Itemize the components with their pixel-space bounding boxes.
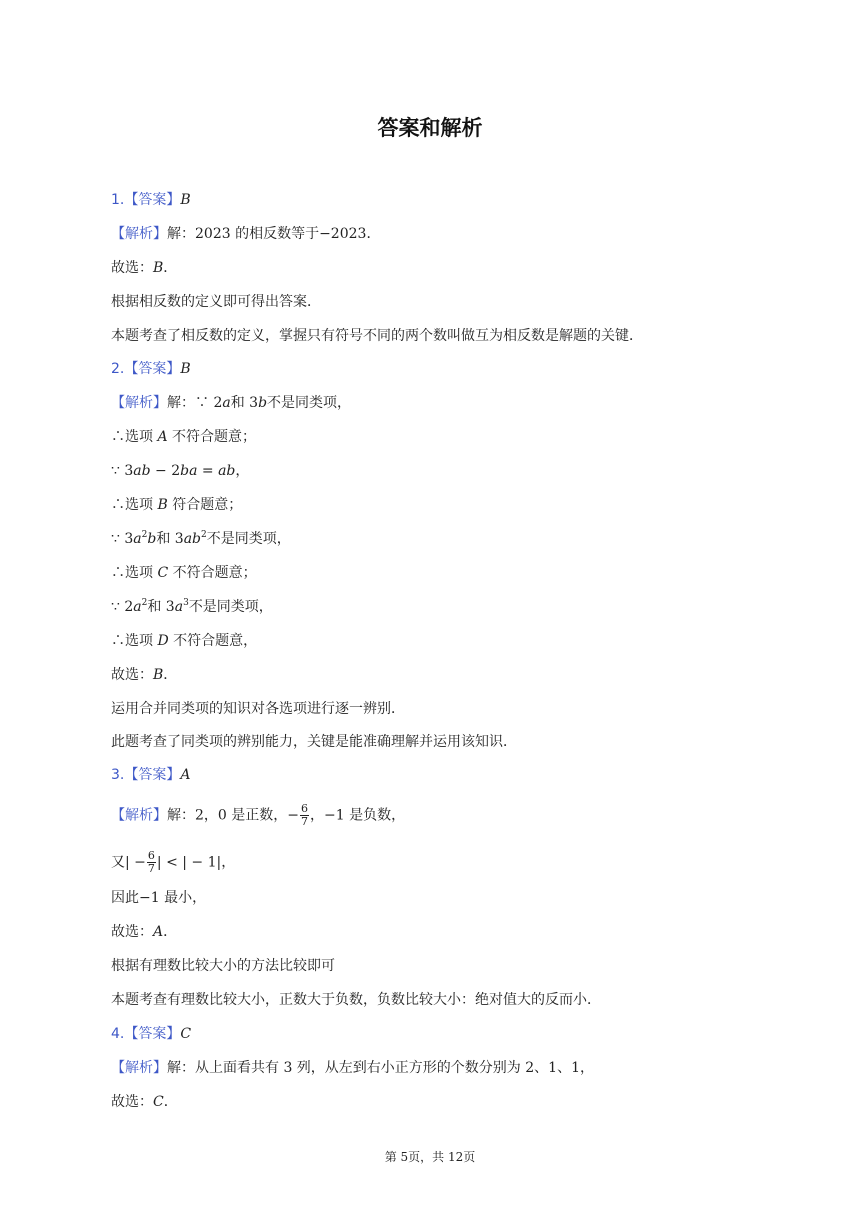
q2-line-5: [111, 529, 291, 549]
text: ∵ 3: [111, 531, 134, 547]
q3-line-2: [111, 850, 235, 875]
text: | < | − 1|，: [156, 854, 236, 871]
q4-answer: C: [180, 1026, 192, 1042]
text: =: [197, 463, 219, 479]
q1-choice-label: 故选：: [111, 260, 153, 276]
text: ∴选项: [111, 565, 158, 581]
q2-analysis-tag: 【解析】: [111, 395, 167, 411]
q2-line-2: [111, 427, 256, 447]
q1-answer: B: [180, 192, 191, 208]
q1-answer-tag: 【答案】: [124, 192, 181, 208]
exponent: 2: [201, 530, 207, 540]
exponent: 3: [183, 598, 189, 608]
var: A: [153, 924, 164, 940]
q2-line-7: [111, 597, 273, 617]
text: 解：∵ 2: [167, 395, 223, 411]
text: 解：从上面看共有 3 列，从左到右小正方形的个数分别为 2、1、1，: [167, 1060, 594, 1076]
q1-answer-line: [111, 190, 191, 210]
var: a: [133, 599, 142, 615]
q2-answer-tag: 【答案】: [124, 361, 181, 377]
q2-line-8: [111, 631, 257, 651]
text: ，: [235, 463, 250, 479]
text: 符合题意；: [167, 497, 243, 513]
q3-number: 3.: [111, 767, 125, 783]
var: b: [258, 395, 268, 411]
text: 不符合题意；: [167, 429, 257, 445]
text: ∴选项: [111, 497, 158, 513]
text: ∵ 2: [111, 599, 134, 615]
q4-line-1: [111, 1058, 594, 1078]
q4-line-2: [111, 1092, 178, 1112]
q2-answer-line: [111, 359, 191, 379]
q3-line-4: [111, 922, 177, 942]
var: C: [157, 565, 169, 581]
text: ．: [163, 1094, 178, 1110]
q3-line-1: [111, 803, 405, 828]
var: ab: [183, 531, 201, 547]
q1-line-3: 根据相反数的定义即可得出答案．: [111, 294, 321, 310]
denominator: 7: [147, 862, 155, 875]
text: ．: [163, 924, 178, 940]
text: 故选：: [111, 667, 153, 683]
q3-analysis-tag: 【解析】: [111, 807, 167, 824]
text: 故选：: [111, 1094, 153, 1110]
q1-choice: B: [153, 260, 164, 276]
var: D: [157, 633, 169, 649]
text: 不是同类项，: [206, 531, 291, 547]
q3-answer-tag: 【答案】: [124, 767, 181, 783]
text: − 2: [150, 463, 181, 479]
q2-line-1: [111, 393, 351, 413]
var: B: [157, 497, 168, 513]
q1-analysis-line: [111, 224, 380, 244]
text: 不符合题意，: [168, 633, 258, 649]
var: ab: [133, 463, 151, 479]
var: C: [153, 1094, 164, 1110]
q1-line-1: 解：2023 的相反数等于−2023．: [167, 226, 381, 242]
q2-line-9: [111, 665, 177, 685]
var: a: [174, 599, 184, 615]
q2-line-6: [111, 563, 257, 583]
var: a: [133, 531, 142, 547]
var: ab: [218, 463, 236, 479]
q3-line-6: 本题考查有理数比较大小，正数大于负数，负数比较大小：绝对值大的反而小．: [111, 992, 601, 1008]
q2-line-4: [111, 495, 242, 515]
exponent: 2: [141, 530, 148, 540]
q2-line-11: 此题考查了同类项的辨别能力，关键是能准确理解并运用该知识．: [111, 734, 517, 750]
text: 解：2，0 是正数，−: [167, 807, 299, 824]
q4-number: 4.: [111, 1026, 125, 1042]
q4-answer-line: [111, 1024, 191, 1044]
text: 不是同类项，: [267, 395, 352, 411]
fraction: [147, 850, 156, 875]
q3-line-5: 根据有理数比较大小的方法比较即可: [111, 958, 335, 974]
var: b: [147, 531, 157, 547]
numerator: 6: [301, 802, 308, 815]
q2-answer: B: [180, 361, 191, 377]
fraction: [300, 803, 309, 828]
text: ∴选项: [111, 429, 158, 445]
q1-analysis-tag: 【解析】: [111, 226, 167, 242]
text: ，−1 是负数，: [310, 807, 406, 824]
q1-line-4: 本题考查了相反数的定义，掌握只有符号不同的两个数叫做互为相反数是解题的关键．: [111, 328, 643, 344]
var: ba: [180, 463, 198, 479]
text: ∵ 3: [111, 463, 134, 479]
text: 故选：: [111, 924, 153, 940]
var: B: [153, 667, 164, 683]
page-footer: 第 5页，共 12页: [384, 1150, 476, 1164]
numerator: 6: [147, 849, 155, 862]
q4-answer-tag: 【答案】: [124, 1026, 181, 1042]
var: a: [222, 395, 231, 411]
text: 和 3: [230, 395, 259, 411]
q2-line-3: [111, 461, 249, 481]
text: ∴选项: [111, 633, 158, 649]
q4-analysis-tag: 【解析】: [111, 1060, 167, 1076]
text: 又| −: [111, 854, 146, 871]
text: 不符合题意；: [168, 565, 257, 581]
text: ．: [163, 667, 178, 683]
var: A: [157, 429, 168, 445]
q3-answer: A: [180, 767, 191, 783]
exponent: 2: [141, 598, 148, 608]
page-title: 答案和解析: [377, 116, 483, 140]
q3-answer-line: [111, 765, 190, 785]
text: 不是同类项，: [188, 599, 273, 615]
text: 和 3: [147, 599, 175, 615]
q1-number: 1.: [111, 192, 125, 208]
text: 和 3: [156, 531, 184, 547]
q3-line-3: 因此−1 最小，: [111, 890, 207, 906]
q1-choice-line: [111, 258, 177, 278]
q2-number: 2.: [111, 361, 125, 377]
denominator: 7: [301, 815, 308, 828]
q1-period: ．: [163, 260, 178, 276]
q2-line-10: 运用合并同类项的知识对各选项进行逐一辨别．: [111, 701, 405, 717]
